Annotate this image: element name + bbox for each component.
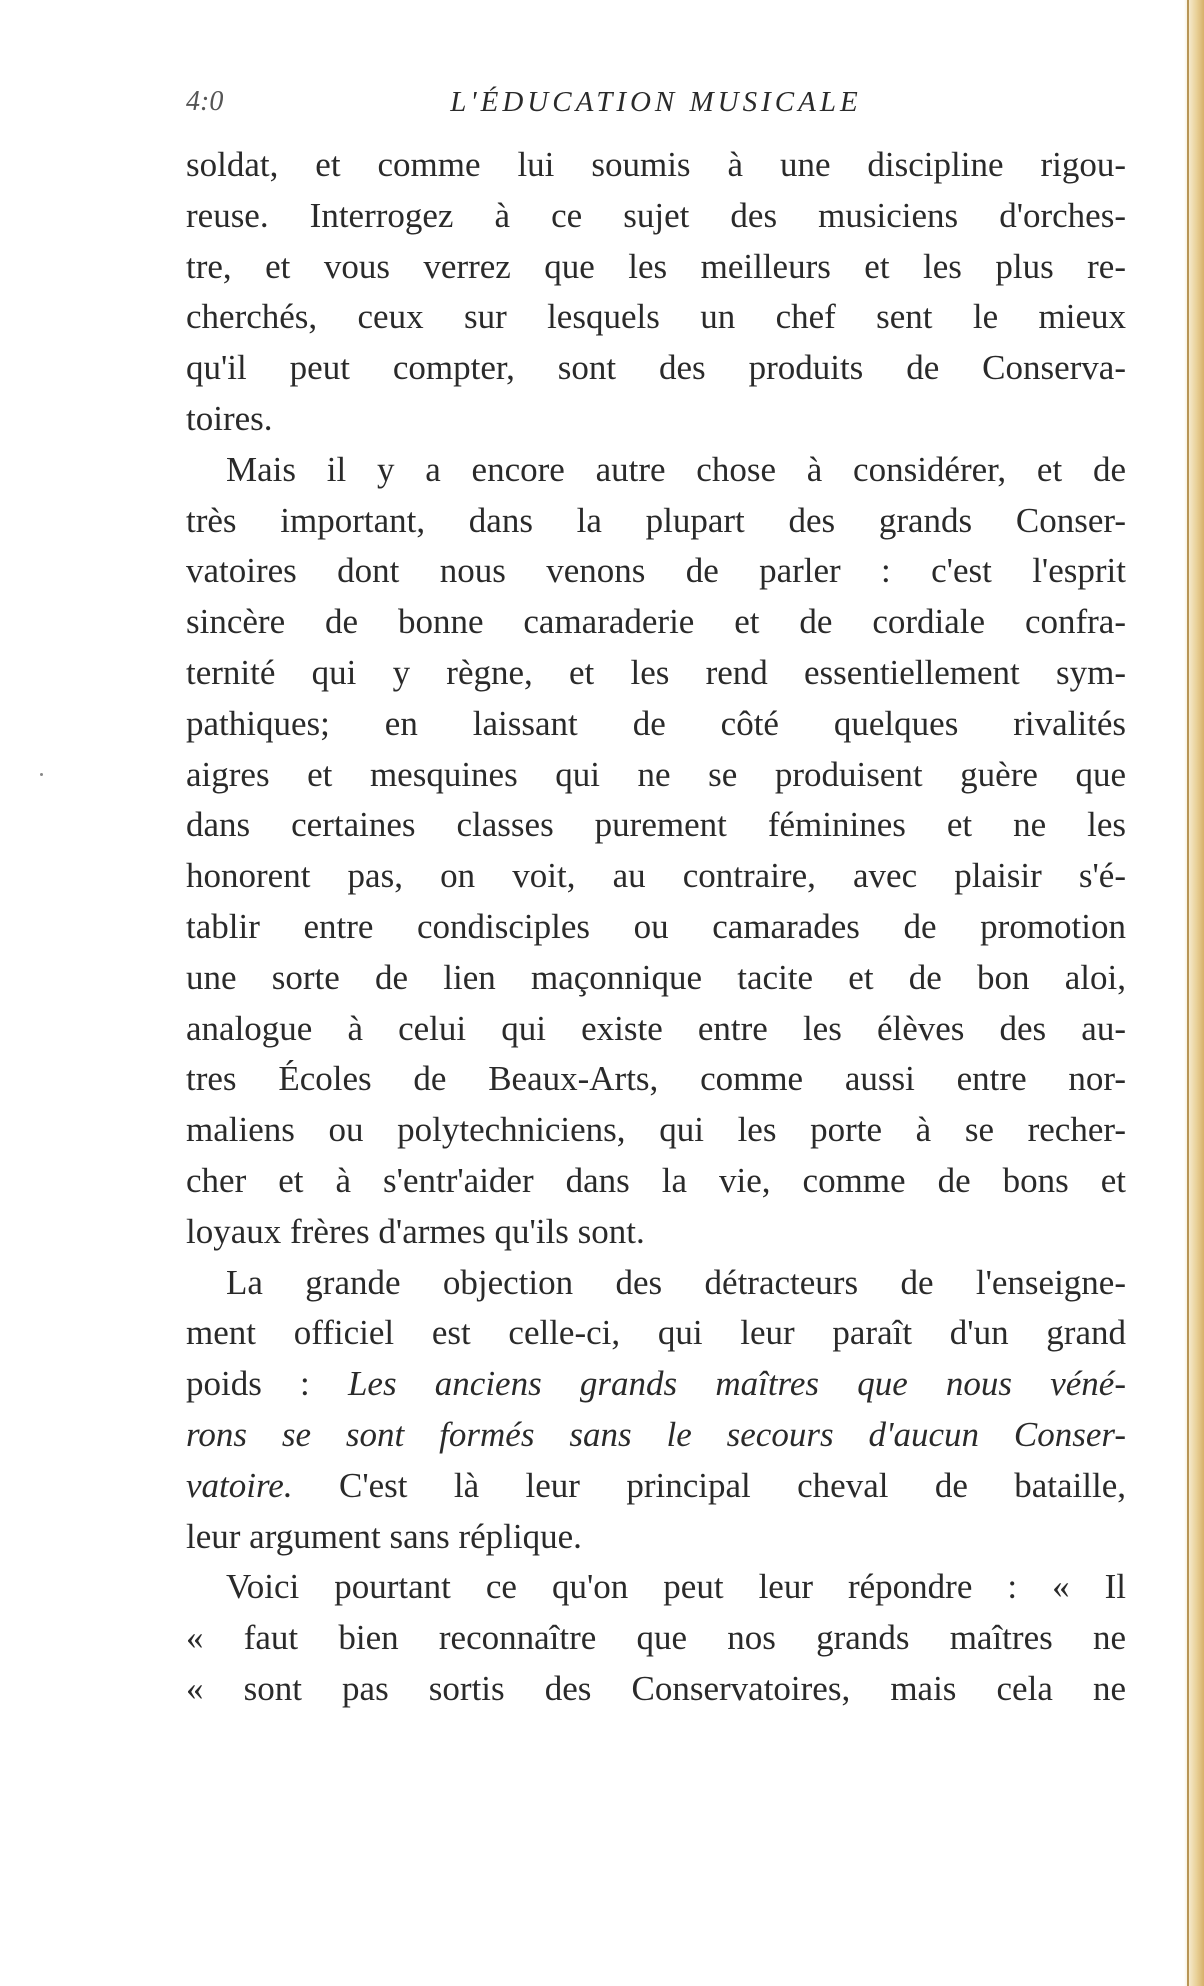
- text-line: très important, dans la plupart des grands Conser-: [186, 500, 1126, 540]
- text-line: loyaux frères d'armes qu'ils sont.: [186, 1211, 645, 1251]
- text-line: tablir entre condisciples ou camarades de promotion: [186, 906, 1126, 946]
- text-line: sincère de bonne camaraderie et de cordiale confra-: [186, 602, 1126, 642]
- text-line: Voici pourtant ce qu'on peut leur répondre : « Il: [226, 1567, 1126, 1607]
- text-line: Mais il y a encore autre chose à considérer, et de: [226, 449, 1126, 489]
- running-head: L'ÉDUCATION MUSICALE: [450, 86, 862, 118]
- text-line: honorent pas, on voit, au contraire, avec plaisir s'é-: [186, 856, 1126, 896]
- text-line: analogue à celui qui existe entre les élèves des au-: [186, 1008, 1126, 1048]
- page-number: 4:0: [186, 86, 224, 117]
- page-edge-line: [1187, 0, 1189, 1986]
- text-line: ternité qui y règne, et les rend essentiellement sym-: [186, 652, 1126, 692]
- text-line: « faut bien reconnaître que nos grands maîtres ne: [186, 1618, 1126, 1658]
- italic-quote: rons se sont formés sans le secours d'aucun Conser-: [186, 1414, 1126, 1454]
- text-line: dans certaines classes purement féminines et ne les: [186, 805, 1126, 845]
- text-line: aigres et mesquines qui ne se produisent guère que: [186, 754, 1126, 794]
- margin-speck: [40, 773, 43, 776]
- text-line: cher et à s'entr'aider dans la vie, comme de bons et: [186, 1160, 1126, 1200]
- text-line: une sorte de lien maçonnique tacite et de bon aloi,: [186, 957, 1126, 997]
- text-line: maliens ou polytechniciens, qui les porte à se recher-: [186, 1110, 1126, 1150]
- text-line: pathiques; en laissant de côté quelques rivalités: [186, 703, 1126, 743]
- text-line: vatoires dont nous venons de parler : c'est l'esprit: [186, 551, 1126, 591]
- text-line: leur argument sans réplique.: [186, 1516, 582, 1556]
- italic-quote: Les anciens grands maîtres que nous véné-: [347, 1364, 1126, 1404]
- body-text: [186, 140, 1126, 1715]
- text-line: [186, 1359, 1126, 1410]
- text-line: La grande objection des détracteurs de l'enseigne-: [226, 1262, 1126, 1302]
- text-segment: C'est là leur principal cheval de bataille,: [338, 1465, 1126, 1505]
- italic-quote: vatoire.: [186, 1465, 293, 1505]
- text-line: ment officiel est celle-ci, qui leur paraît d'un grand: [186, 1313, 1126, 1353]
- text-line: soldat, et comme lui soumis à une discipline rigou-: [186, 145, 1126, 184]
- text-line: [186, 1461, 1126, 1512]
- text-line: tre, et vous verrez que les meilleurs et les plus re-: [186, 246, 1126, 286]
- text-line: qu'il peut compter, sont des produits de Conserva-: [186, 348, 1126, 388]
- text-line: reuse. Interrogez à ce sujet des musiciens d'orches-: [186, 195, 1126, 235]
- text-line: toires.: [186, 398, 273, 438]
- page-header: [186, 86, 1126, 126]
- text-line: « sont pas sortis des Conservatoires, mais cela ne: [186, 1668, 1126, 1708]
- text-line: tres Écoles de Beaux-Arts, comme aussi entre nor-: [186, 1059, 1126, 1099]
- text-segment: poids :: [186, 1364, 310, 1404]
- text-line: cherchés, ceux sur lesquels un chef sent le mieux: [186, 297, 1126, 337]
